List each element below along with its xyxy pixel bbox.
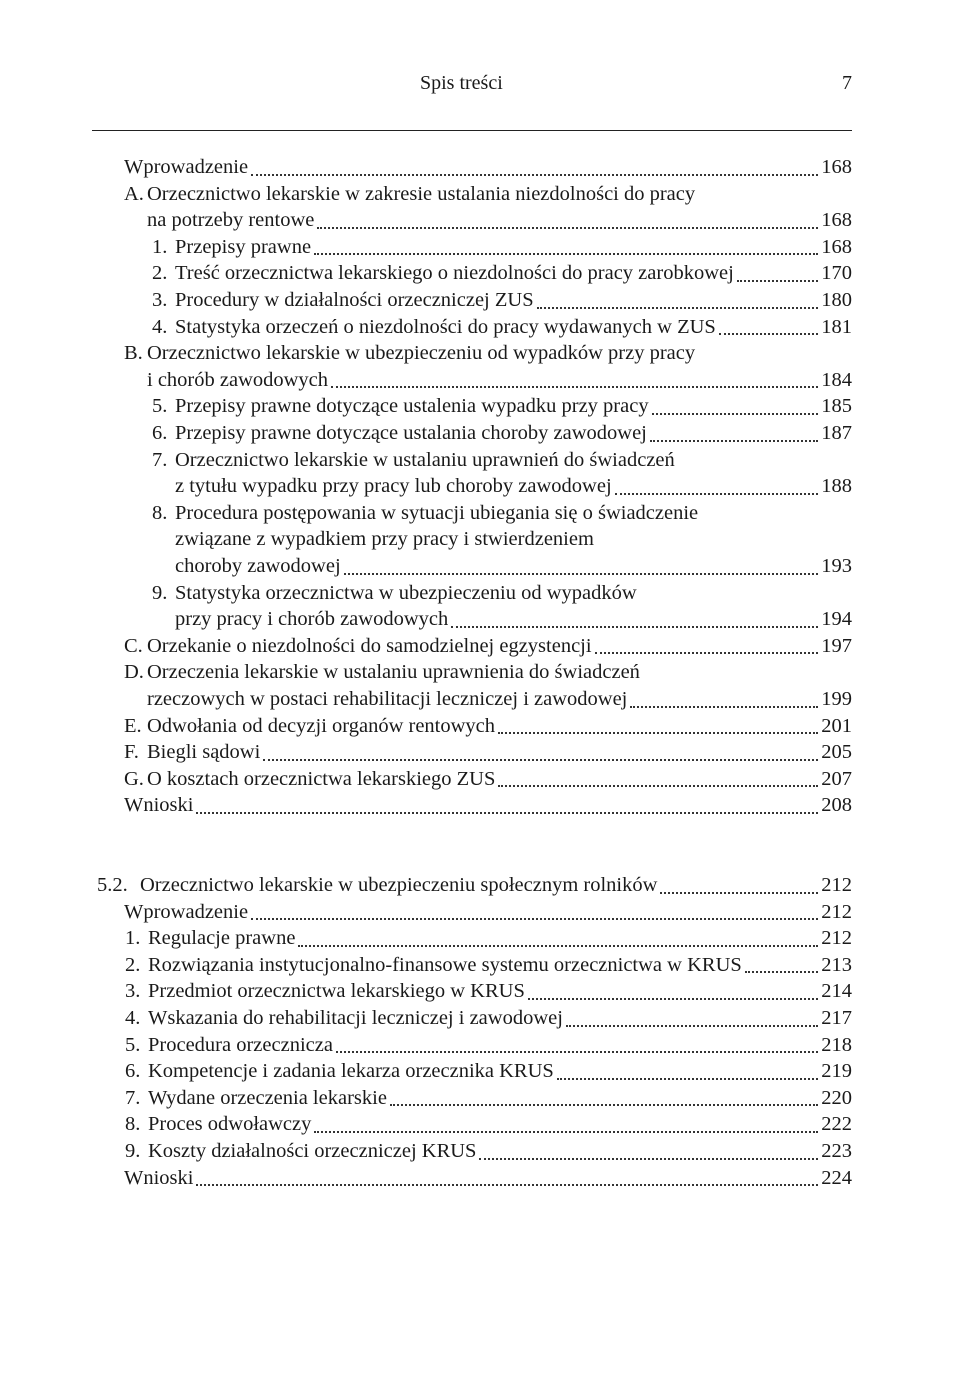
leader-dots — [251, 174, 818, 176]
leader-dots — [595, 652, 819, 654]
entry-page-number: 201 — [821, 714, 852, 737]
leader-dots — [557, 1078, 818, 1080]
entry-page-number: 170 — [821, 262, 852, 285]
entry-title: Statystyka orzeczeń o niezdolności do pracy wydawanych w ZUS — [175, 315, 716, 338]
entry-title: rzeczowych w postaci rehabilitacji leczniczej i zawodowej — [147, 688, 628, 710]
entry-title: Procedury w działalności orzeczniczej ZUS — [175, 289, 534, 311]
entry-page-number: 168 — [821, 209, 852, 232]
entry-title: Wydane orzeczenia lekarskie — [148, 1086, 387, 1109]
entry-number: A. — [124, 182, 144, 205]
entry-page-number: 218 — [821, 1033, 852, 1056]
entry-page-number: 223 — [821, 1140, 852, 1162]
leader-dots — [498, 785, 818, 787]
entry-title: Przedmiot orzecznictwa lekarskiego w KRUS — [148, 980, 525, 1003]
entry-number: 1. — [125, 927, 141, 950]
entry-title: Statystyka orzecznictwa w ubezpieczeniu od wypadków — [175, 581, 637, 604]
entry-number: 7. — [152, 448, 168, 471]
entry-page-number: 180 — [821, 289, 852, 311]
leader-dots — [660, 892, 818, 894]
leader-dots — [652, 413, 819, 415]
entry-page-number: 220 — [821, 1086, 852, 1109]
entry-page-number: 222 — [821, 1113, 852, 1136]
leader-dots — [498, 732, 818, 734]
entry-title: Treść orzecznictwa lekarskiego o niezdolności do pracy zarobkowej — [175, 262, 734, 285]
entry-page-number: 184 — [821, 368, 852, 391]
entry-title: choroby zawodowej — [175, 555, 341, 577]
entry-title: Orzecznictwo lekarskie w ubezpieczeniu od wypadków przy pracy — [147, 342, 696, 365]
entry-title: Procedura postępowania w sytuacji ubiegania się o świadczenie — [175, 501, 699, 524]
entry-page-number: 224 — [821, 1166, 852, 1189]
page-number: 7 — [842, 72, 852, 94]
leader-dots — [745, 971, 818, 973]
entry-title: Przepisy prawne — [175, 235, 312, 258]
entry-page-number: 199 — [821, 688, 852, 710]
entry-title: Orzeczenia lekarskie w ustalaniu uprawnienia do świadczeń — [147, 661, 640, 684]
entry-title: Przepisy prawne dotyczące ustalenia wypadku przy pracy — [175, 395, 649, 418]
entry-page-number: 193 — [821, 555, 852, 577]
leader-dots — [650, 440, 818, 442]
entry-page-number: 185 — [821, 395, 852, 418]
entry-number: C. — [124, 634, 143, 657]
entry-title: Kompetencje i zadania lekarza orzecznika KRUS — [148, 1060, 554, 1083]
leader-dots — [630, 706, 818, 708]
leader-dots — [344, 573, 819, 575]
leader-dots — [251, 918, 818, 920]
leader-dots — [314, 1131, 818, 1133]
entry-number: B. — [124, 342, 143, 365]
entry-page-number: 214 — [821, 980, 852, 1003]
entry-number: 5. — [152, 395, 168, 418]
entry-title: Wprowadzenie — [124, 156, 249, 178]
entry-title: Rozwiązania instytucjonalno-finansowe systemu orzecznictwa w KRUS — [148, 953, 742, 976]
entry-number: 8. — [152, 501, 168, 524]
entry-page-number: 212 — [821, 874, 852, 896]
entry-number: 6. — [125, 1060, 141, 1083]
entry-title: Wnioski — [124, 794, 194, 817]
entry-page-number: 194 — [821, 608, 852, 631]
page-title: Spis treści — [420, 72, 503, 94]
leader-dots — [196, 1184, 818, 1186]
entry-number: 2. — [125, 953, 141, 976]
entry-number: 2. — [152, 262, 168, 285]
entry-title: Biegli sądowi — [147, 741, 261, 764]
entry-number: 1. — [152, 235, 168, 258]
entry-title: związane z wypadkiem przy pracy i stwierdzeniem — [175, 528, 594, 551]
entry-title: Procedura orzecznicza — [148, 1033, 333, 1056]
leader-dots — [719, 333, 818, 335]
entry-title: Koszty działalności orzeczniczej KRUS — [148, 1140, 477, 1162]
entry-page-number: 168 — [821, 235, 852, 258]
leader-dots — [528, 998, 818, 1000]
entry-page-number: 217 — [821, 1007, 852, 1029]
leader-dots — [314, 253, 818, 255]
entry-number: 5. — [125, 1033, 141, 1056]
entry-number: E. — [124, 714, 142, 737]
header-rule — [92, 130, 852, 131]
entry-page-number: 219 — [821, 1060, 852, 1083]
leader-dots — [479, 1158, 818, 1160]
entry-page-number: 197 — [821, 634, 852, 657]
entry-number: 4. — [152, 315, 168, 338]
entry-number: 9. — [152, 581, 168, 604]
entry-title: Orzecznictwo lekarskie w zakresie ustalania niezdolności do pracy — [147, 182, 696, 205]
entry-number: G. — [124, 767, 144, 790]
entry-title: O kosztach orzecznictwa lekarskiego ZUS — [147, 767, 496, 790]
entry-page-number: 187 — [821, 422, 852, 444]
leader-dots — [331, 386, 818, 388]
entry-page-number: 213 — [821, 953, 852, 976]
leader-dots — [566, 1025, 818, 1027]
entry-title: Wprowadzenie — [124, 900, 249, 923]
leader-dots — [390, 1104, 818, 1106]
entry-page-number: 207 — [821, 767, 852, 790]
entry-page-number: 181 — [821, 315, 852, 338]
entry-title: Proces odwoławczy — [148, 1113, 312, 1136]
page-header — [420, 72, 852, 102]
leader-dots — [298, 945, 818, 947]
entry-page-number: 212 — [821, 927, 852, 950]
leader-dots — [615, 493, 819, 495]
leader-dots — [196, 812, 818, 814]
entry-number: 5.2. — [97, 874, 128, 896]
entry-title: Odwołania od decyzji organów rentowych — [147, 714, 496, 737]
entry-title: Regulacje prawne — [148, 927, 296, 950]
entry-number: D. — [124, 661, 144, 684]
entry-title: Orzekanie o niezdolności do samodzielnej egzystencji — [147, 634, 592, 657]
entry-page-number: 205 — [821, 741, 852, 764]
leader-dots — [317, 227, 818, 229]
entry-number: 6. — [152, 422, 168, 444]
entry-number: 3. — [125, 980, 141, 1003]
entry-title: na potrzeby rentowe — [147, 209, 315, 232]
entry-number: 4. — [125, 1007, 141, 1029]
leader-dots — [451, 626, 818, 628]
entry-title: Orzecznictwo lekarskie w ustalaniu uprawnień do świadczeń — [175, 448, 675, 471]
leader-dots — [336, 1051, 818, 1053]
entry-title: Wskazania do rehabilitacji leczniczej i zawodowej — [148, 1007, 563, 1029]
entry-title: Przepisy prawne dotyczące ustalania choroby zawodowej — [175, 422, 647, 444]
entry-number: 3. — [152, 289, 168, 311]
entry-title: z tytułu wypadku przy pracy lub choroby zawodowej — [175, 475, 612, 498]
entry-title: i chorób zawodowych — [147, 368, 329, 391]
leader-dots — [263, 759, 818, 761]
entry-page-number: 168 — [821, 156, 852, 178]
leader-dots — [537, 307, 819, 309]
entry-page-number: 212 — [821, 900, 852, 923]
entry-number: 9. — [125, 1140, 141, 1162]
entry-number: F. — [124, 741, 139, 764]
leader-dots — [737, 280, 818, 282]
entry-number: 7. — [125, 1086, 141, 1109]
entry-number: 8. — [125, 1113, 141, 1136]
entry-title: Wnioski — [124, 1166, 194, 1189]
entry-page-number: 188 — [821, 475, 852, 498]
entry-title: Orzecznictwo lekarskie w ubezpieczeniu społecznym rolników — [140, 874, 658, 896]
entry-title: przy pracy i chorób zawodowych — [175, 608, 449, 631]
entry-page-number: 208 — [821, 794, 852, 817]
